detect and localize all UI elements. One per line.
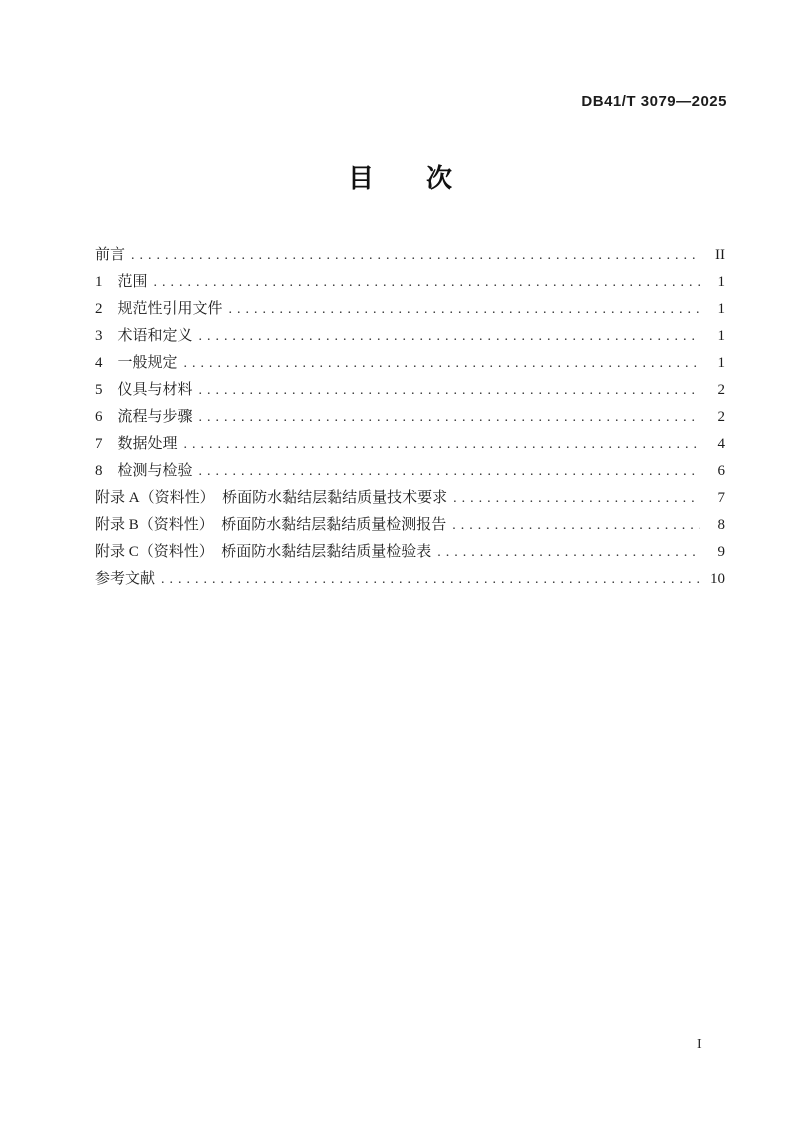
toc-entry <box>95 485 725 512</box>
toc-dot-leader <box>453 485 700 512</box>
toc-entry <box>95 404 725 431</box>
toc-dot-leader <box>437 539 700 566</box>
toc-entry-label: 6 流程与步骤 <box>95 409 193 425</box>
toc-entry <box>95 350 725 377</box>
toc-entry-label: 附录 A（资料性） 桥面防水黏结层黏结质量技术要求 <box>95 490 448 506</box>
toc-entry-label: 7 数据处理 <box>95 436 178 452</box>
toc-entry-label: 4 一般规定 <box>95 355 178 371</box>
toc-entry-page: 6 <box>717 463 725 479</box>
toc-entry-label: 5 仪具与材料 <box>95 382 193 398</box>
toc-entry-label: 参考文献 <box>95 571 156 587</box>
toc-entry-page: 9 <box>717 544 725 560</box>
toc-entry-page: 1 <box>717 274 725 290</box>
toc-entry <box>95 323 725 350</box>
toc-dot-leader <box>184 431 700 458</box>
toc-dot-leader <box>161 566 700 593</box>
toc-dot-leader <box>199 404 700 431</box>
toc-dot-leader <box>131 242 700 269</box>
toc-entry-page: 2 <box>717 409 725 425</box>
toc-entry <box>95 566 725 593</box>
toc-entry-label: 3 术语和定义 <box>95 328 193 344</box>
standard-number: DB41/T 3079—2025 <box>581 93 727 110</box>
toc-entry-label: 1 范围 <box>95 274 148 290</box>
toc-entry <box>95 242 725 269</box>
toc-entry-label: 附录 B（资料性） 桥面防水黏结层黏结质量检测报告 <box>95 517 447 533</box>
toc-entry <box>95 377 725 404</box>
toc-entry <box>95 269 725 296</box>
toc-entry-page: 10 <box>710 571 725 587</box>
toc-dot-leader <box>452 512 700 539</box>
toc-entry <box>95 431 725 458</box>
toc-entry <box>95 458 725 485</box>
toc-entry-label: 附录 C（资料性） 桥面防水黏结层黏结质量检验表 <box>95 544 432 560</box>
footer-page-number: I <box>697 1037 702 1052</box>
toc-entry <box>95 512 725 539</box>
toc-list <box>95 242 725 593</box>
toc-dot-leader <box>199 377 700 404</box>
toc-dot-leader <box>154 269 700 296</box>
toc-entry-label: 8 检测与检验 <box>95 463 193 479</box>
toc-dot-leader <box>184 350 700 377</box>
toc-entry <box>95 539 725 566</box>
toc-entry-page: 2 <box>717 382 725 398</box>
toc-entry-label: 前言 <box>95 247 126 263</box>
toc-entry-page: 8 <box>717 517 725 533</box>
toc-entry-page: 1 <box>717 355 725 371</box>
toc-dot-leader <box>199 458 700 485</box>
toc-entry-page: 4 <box>717 436 725 452</box>
toc-entry-page: 1 <box>717 301 725 317</box>
toc-dot-leader <box>199 323 700 350</box>
toc-entry-page: II <box>715 247 725 263</box>
page-title: 目 次 <box>347 163 452 193</box>
toc-dot-leader <box>229 296 700 323</box>
toc-entry-page: 1 <box>717 328 725 344</box>
toc-entry-page: 7 <box>717 490 725 506</box>
toc-entry-label: 2 规范性引用文件 <box>95 301 223 317</box>
toc-entry <box>95 296 725 323</box>
